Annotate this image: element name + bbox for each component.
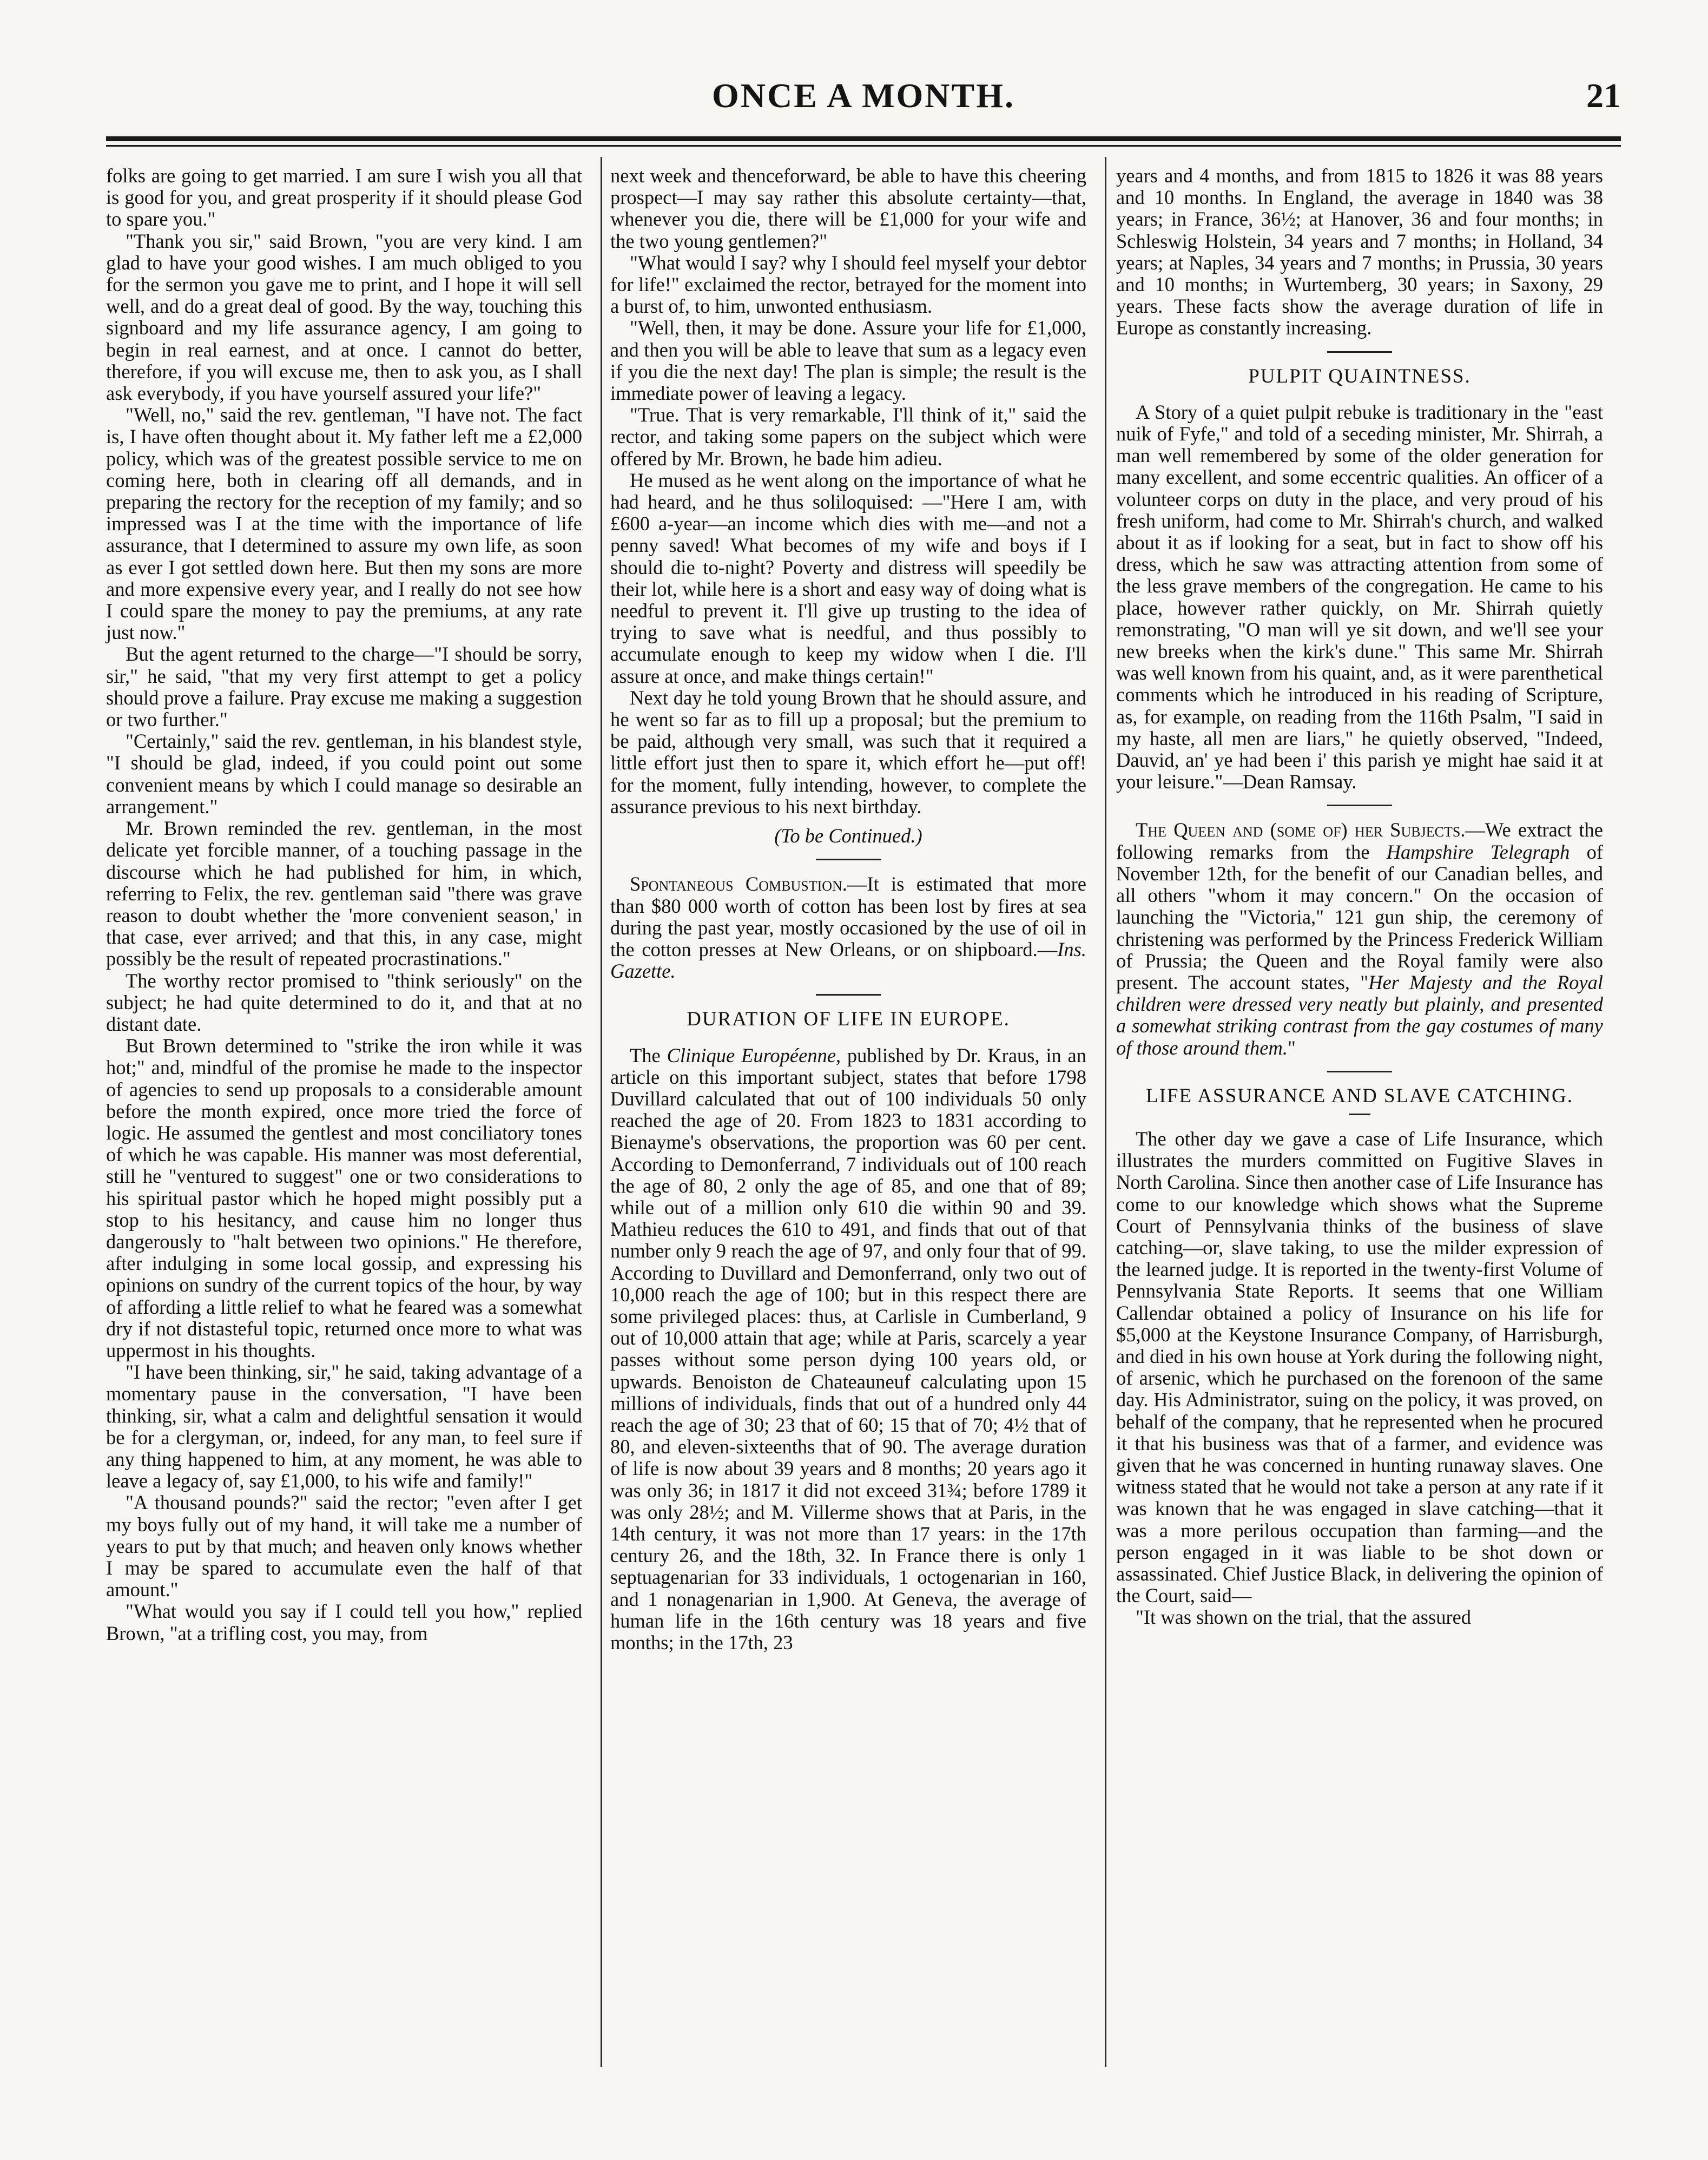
column-divider-2	[1105, 157, 1106, 2067]
column-3	[1116, 165, 1603, 1629]
page-header	[106, 76, 1621, 124]
paragraph: A Story of a quiet pulpit rebuke is traditionary in the "east nuik of Fyfe," and told of a seceding minister, Mr. Shirrah, a man well remembered by some of the older generation for many excellent, and some eccentric qualities. An officer of a volunteer corps on duty in the place, and very proud of his fresh uniform, had come to Mr. Shirrah's church, and walked about it as if looking for a seat, but in fact to show off his dress, which he saw was attracting attention from some of the less grave members of the congregation. He came to his place, however rather quickly, on Mr. Shirrah quietly remonstrating, "O man will ye sit down, and we'll see your new breeks when the kirk's dune." This same Mr. Shirrah was well known from his quaint, and, as it were parenthetical comments which he introduced in his reading of Scripture, as, for example, on reading from the 116th Psalm, "I said in my haste, all men are liars," he quietly observed, "Indeed, Dauvid, an' ye had been i' this parish ye might hae said it at your leisure."—Dean Ramsay.	[1116, 400, 1603, 793]
paragraph: folks are going to get married. I am sure I wish you all that is good for you, and great prosperity if it should please God to spare you."	[106, 164, 582, 231]
running-title: ONCE A MONTH.	[712, 76, 1015, 115]
page-number: 21	[1586, 76, 1621, 115]
paragraph: Mr. Brown reminded the rev. gentleman, in the most delicate yet forcible manner, of a touching passage in the discourse which he had published for him, in which, referring to Felix, the rev. gentleman said "there was grave reason to doubt whether the 'more convenient season,' in that case, ever arrived; and that this, in any case, might possibly be the result of repeated procrastinations."	[106, 817, 582, 970]
note-head: The Queen and (some of) her Subjects.	[1136, 819, 1466, 841]
journal-title: Clinique Européenne	[667, 1044, 836, 1066]
paragraph: years and 4 months, and from 1815 to 1826 it was 88 years and 10 months. In England, the average in 1840 was 38 years; in France, 36½; at Hanover, 36 and four months; in Schleswig Holstein, 34 years and 7 months; in Holland, 34 years; at Naples, 34 years and 7 months; in Prussia, 30 years and 10 months; in Wurtemberg, 30 years; in Saxony, 29 years. These facts show the average duration of life in Europe as constantly increasing.	[1116, 164, 1603, 339]
paragraph: "Well, then, it may be done. Assure your life for £1,000, and then you will be able to leave that sum as a legacy even if you die the next day! The plan is simple; the result is the immediate power of leaving a legacy.	[610, 317, 1086, 405]
section-heading: LIFE ASSURANCE AND SLAVE CATCHING.	[1146, 1084, 1573, 1107]
paragraph: "True. That is very remarkable, I'll think of it," said the rector, and taking some papers on the subject which were offered by Mr. Brown, he bade him adieu.	[610, 404, 1086, 470]
spontaneous-combustion-note	[610, 873, 1086, 982]
newspaper-title: Hampshire Telegraph	[1386, 840, 1570, 863]
paragraph: But the agent returned to the charge—"I should be sorry, sir," he said, "that my very first attempt to get a policy should prove a failure. Pray excuse me making a suggestion or two further."	[106, 643, 582, 731]
section-rule	[1349, 1114, 1370, 1115]
to-be-continued: (To be Continued.)	[774, 825, 922, 847]
column-2	[610, 165, 1086, 1654]
paragraph	[610, 1045, 1086, 1654]
column-1	[106, 165, 582, 1644]
header-rule	[106, 136, 1621, 141]
paragraph: He mused as he went along on the importance of what he had heard, and he thus soliloquised: —"Here I am, with £600 a-year—an income which dies with me—and not a penny saved! What becomes of my wife and boys if I should die to-night? Poverty and distress will speedily be their lot, while here is a short and easy way of doing what is needful to prevent it. I'll give up trusting to the idea of trying to save what is needful, and thus possibly to accumulate enough to keep my widow when I die. I'll assure at once, and make things certain!"	[610, 469, 1086, 687]
text-run: of November 12th, for the benefit of our Canadian belles, and all others "whom it may concern." On the occasion of launching the "Victoria," 121 gun ship, the ceremony of christening was performed by the Princess Frederick William of Prussia; the Queen and the Royal family were also present. The account states, "	[1116, 840, 1604, 993]
section-rule	[1327, 351, 1392, 353]
note-source: Ins. Gazette.	[610, 938, 1086, 983]
paragraph: Next day he told young Brown that he should assure, and he went so far as to fill up a proposal; but the premium to be paid, although very small, was such that it required a little effort just then to spare it, which effort he—put off! for the moment, fully intending, however, to complete the assurance previous to his next birthday.	[610, 686, 1086, 818]
paragraph: "Certainly," said the rev. gentleman, in his blandest style, "I should be glad, indeed, if you could point out some convenient means by which I could manage so desirable an arrangement."	[106, 730, 582, 818]
paragraph: But Brown determined to "strike the iron while it was hot;" and, mindful of the promise he made to the inspector of agencies to send up proposals to a considerable amount before the month expired, once more tried the force of logic. He assumed the gentlest and most conciliatory tones of which he was capable. His manner was most deferential, still he "ventured to suggest" one or two considerations to his spiritual pastor which he hoped might possibly put a stop to his hesitancy, and cause him no longer thus dangerously to "halt between two opinions." He therefore, after indulging in some local gossip, and expressing his opinions on sundry of the current topics of the hour, by way of affording a little relief to what he feared was a somewhat dry if not distasteful topic, returned once more to what was uppermost in his thoughts.	[106, 1035, 582, 1361]
paragraph: The worthy rector promised to "think seriously" on the subject; he had quite determined to do it, and that at no distant date.	[106, 969, 582, 1035]
section-heading: DURATION OF LIFE IN EUROPE.	[687, 1008, 1010, 1031]
text-run: —We extract the following remarks from the	[1116, 819, 1604, 863]
paragraph: "It was shown on the trial, that the assured	[1136, 1606, 1472, 1629]
section-rule	[816, 994, 881, 996]
paragraph: "Thank you sir," said Brown, "you are very kind. I am glad to have your good wishes. I am much obliged to you for the sermon you gave me to print, and I hope it will sell well, and do a great deal of good. By the way, touching this signboard and my life assurance agency, I am going to begin in real earnest, and at once. I cannot do better, therefore, if you will excuse me, then to ask you, as I shall ask everybody, if you have yourself assured your life?"	[106, 229, 582, 405]
paragraph: "Well, no," said the rev. gentleman, "I have not. The fact is, I have often thought about it. My father left me a £2,000 policy, which was of the greatest possible service to me on coming here, both in clearing off all demands, and in preparing the rectory for the reception of my family; and so impressed was I at the time with the importance of life assurance, that I determined to assure my own life, as soon as ever I got settled down here. But then my sons are more and more expensive every year, and I really do not see how I could spare the money to pay the premiums, at any rate just now."	[106, 404, 582, 644]
note-head: Spontaneous Combustion.	[630, 873, 847, 895]
header-rule-thin	[106, 145, 1621, 147]
quoted-text: Her Majesty and the Royal children were dressed very neatly but plainly, and presented a somewhat striking contrast from the gay costumes of many of those around them.	[1116, 971, 1603, 1059]
text-run: "	[1288, 1036, 1296, 1059]
paragraph	[1116, 819, 1603, 1058]
text-run: , published by Dr. Kraus, in an article on this important subject, states that before 1798 Duvillard calculated that out of 100 individuals 50 only reached the age of 20. From 1823 to 1831 according to Bienayme's observations, the proportion was 60 per cent. According to Demonferrand, 7 individuals out of 100 reach the age of 80, 2 only the age of 85, and one that of 89; while out of a million only 610 die within 90 and 39. Mathieu reduces the 610 to 491, and finds that out of that number only 9 reach the age of 97, and only four that of 99. According to Duvillard and Demonferrand, only two out of 10,000 reach the age of 100; but in this respect there are some privileged places: thus, at Carlisle in Cumberland, 9 out of 10,000 attain that age; while at Paris, scarcely a year passes without some person dying 100 years old, or upwards. Benoiston de Chateauneuf calculating upon 15 millions of individuals, finds that out of a hundred only 44 reach the age of 30; 23 that of 60; 15 that of 70; 4½ that of 80, and eleven-sixteenths that of 90. The average duration of life is now about 39 years and 8 months; 20 years ago it was only 36; in 1817 it did not exceed 31¾; before 1789 it was only 28½; and M. Villerme shows that at Paris, in the 14th century, it was not more than 17 years: in the 17th century 26, and the 18th, 32. In France there is only 1 septuagenarian for 33 individuals, 1 octogenarian in 160, and 1 nonagenarian in 1,900. At Geneva, the average of human life in the 16th century was 18 years and five months; in the 17th, 23	[610, 1044, 1087, 1654]
column-divider-1	[601, 157, 602, 2067]
section-heading: PULPIT QUAINTNESS.	[1248, 365, 1471, 387]
section-rule	[1327, 1071, 1392, 1072]
section-rule	[1327, 805, 1392, 806]
text-run: The	[630, 1044, 667, 1066]
section-rule	[816, 859, 881, 860]
paragraph: next week and thenceforward, be able to have this cheering prospect—I may say rather this absolute certainty—that, whenever you die, there will be £1,000 for your wife and the two young gentlemen?"	[610, 164, 1086, 252]
paragraph: "What would you say if I could tell you how," replied Brown, "at a trifling cost, you may, from	[106, 1600, 582, 1644]
paragraph: "What would I say? why I should feel myself your debtor for life!" exclaimed the rector, betrayed for the moment into a burst of, to him, unwonted enthusiasm.	[610, 251, 1086, 318]
paragraph: "A thousand pounds?" said the rector; "even after I get my boys fully out of my hand, it will take me a number of years to put by that much; and heaven only knows whether I may be spared to accumulate even the half of that amount."	[106, 1491, 582, 1601]
note-body: —It is estimated that more than $80 000 worth of cotton has been lost by fires at sea during the past year, mostly occasioned by the use of oil in the cotton presses at New Orleans, or on shipboard.—	[610, 873, 1086, 960]
paragraph: The other day we gave a case of Life Insurance, which illustrates the murders committed on Fugitive Slaves in North Carolina. Since then another case of Life Insurance has come to our knowledge which shows what the Supreme Court of Pennsylvania thinks of the business of slave catching—or, slave taking, to use the milder expression of the learned judge. It is reported in the twenty-first Volume of Pennsylvania State Reports. It seems that one William Callendar obtained a policy of Insurance on his life for $5,000 at the Keystone Insurance Company, of Harrisburgh, and died in his own house at York during the following night, of arsenic, which he purchased on the forenoon of the same day. His Administrator, suing on the policy, it was proved, on behalf of the company, that he represented when he procured it that his business was that of a farmer, and evidence was given that he was concerned in hunting runaway slaves. One witness stated that he would not take a person at any rate if it was known that he was engaged in slave catching—that it was a more perilous occupation than farming—and the person engaged in it was liable to be shot down or assassinated. Chief Justice Black, in delivering the opinion of the Court, said—	[1116, 1127, 1603, 1607]
paragraph: "I have been thinking, sir," he said, taking advantage of a momentary pause in the conversation, "I have been thinking, sir, what a calm and delightful sensation it would be for a clergyman, or, indeed, for any man, to feel sure if any thing happened to him, at any moment, he was able to leave a legacy of, say £1,000, to his wife and family!"	[106, 1361, 582, 1492]
